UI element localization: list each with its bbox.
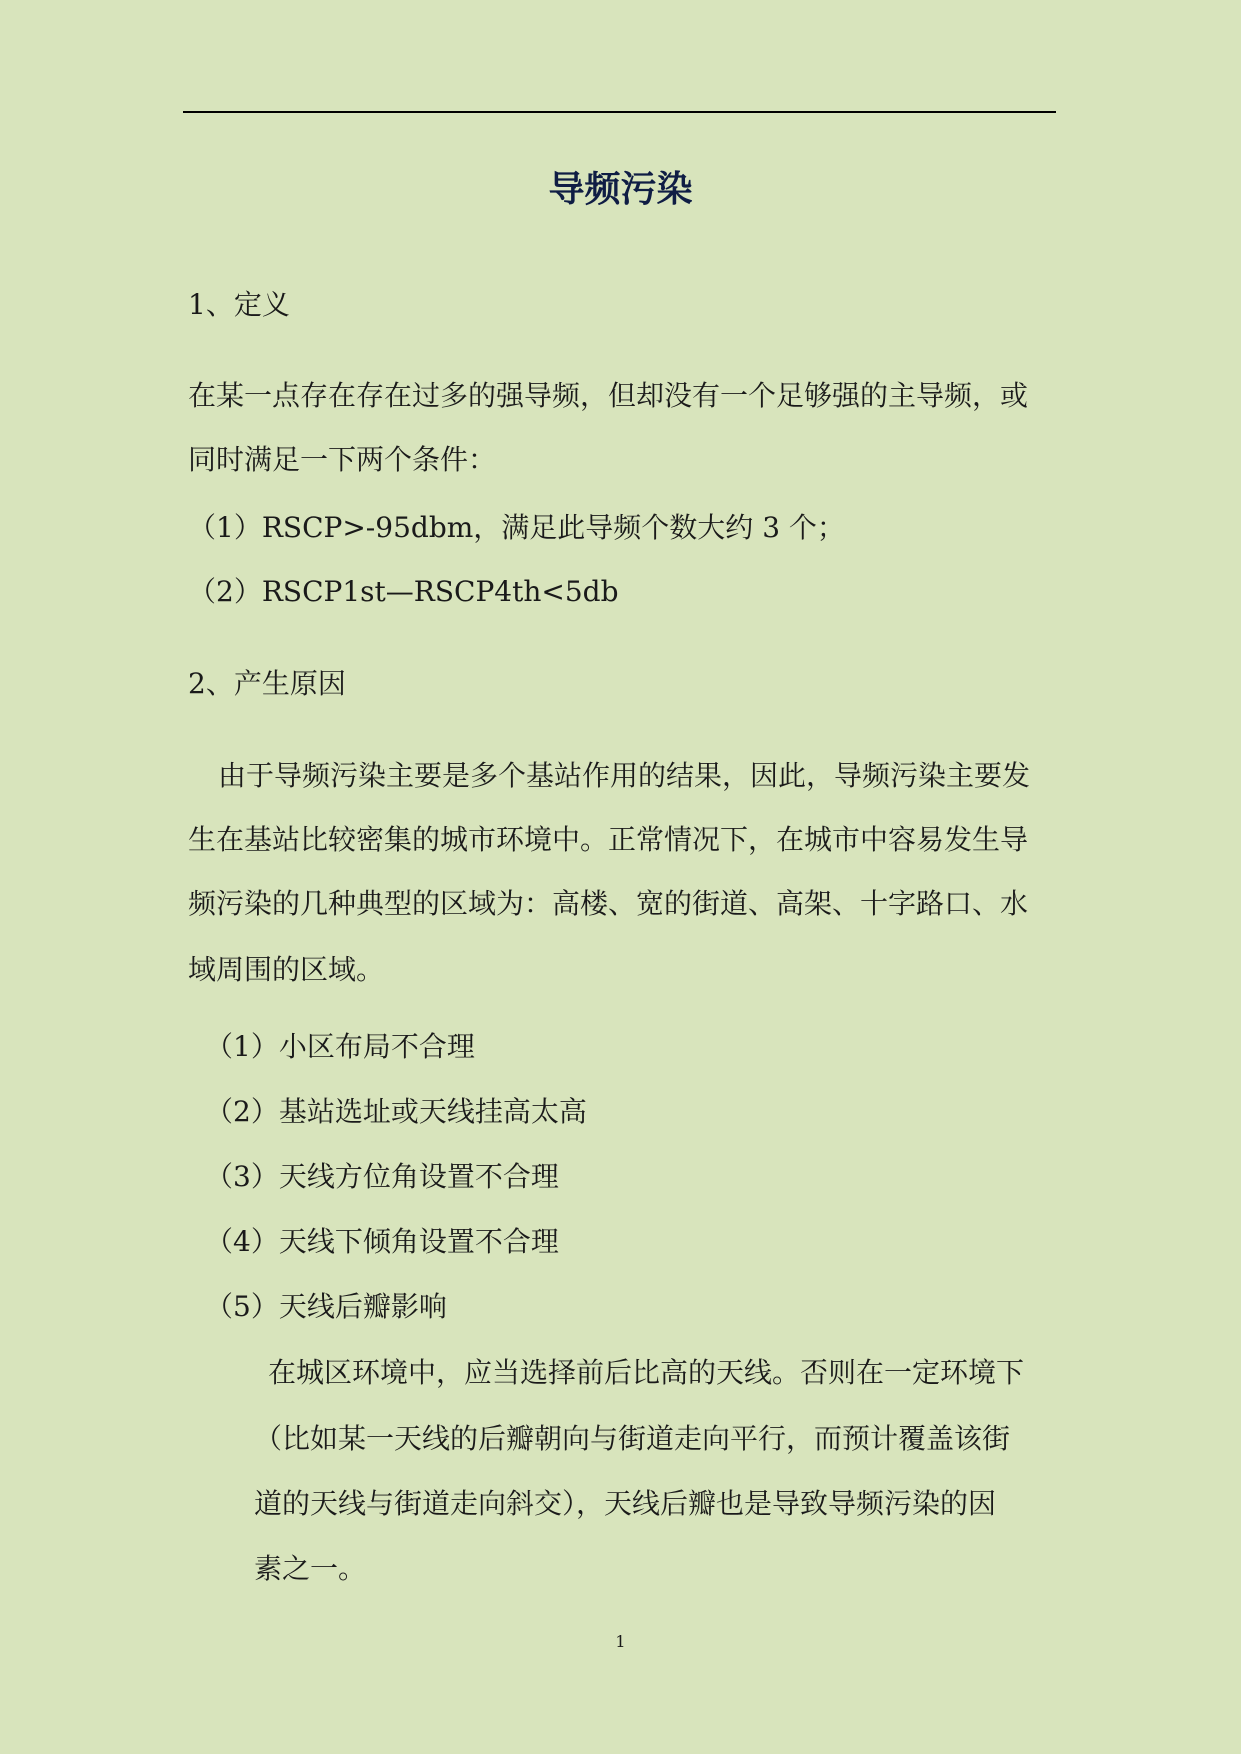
condition-item: （1）RSCP>-95dbm，满足此导频个数大约 3 个； <box>188 511 845 544</box>
causes-paragraph-line: 生在基站比较密集的城市环境中。正常情况下，在城市中容易发生导 <box>188 823 1029 856</box>
note-paragraph-line: 在城区环境中，应当选择前后比高的天线。否则在一定环境下 <box>268 1356 1025 1389</box>
cause-item: （5）天线后瓣影响 <box>205 1290 447 1323</box>
document-title: 导频污染 <box>548 169 693 210</box>
section-heading-definition: 1、定义 <box>188 288 290 321</box>
note-paragraph-line: 素之一。 <box>254 1552 367 1585</box>
causes-paragraph-line: 频污染的几种典型的区域为：高楼、宽的街道、高架、十字路口、水 <box>188 887 1029 920</box>
section-heading-causes: 2、产生原因 <box>188 667 346 700</box>
cause-item: （3）天线方位角设置不合理 <box>205 1160 559 1193</box>
definition-paragraph-line: 在某一点存在存在过多的强导频，但却没有一个足够强的主导频，或 <box>188 379 1029 412</box>
note-paragraph-line: 道的天线与街道走向斜交），天线后瓣也是导致导频污染的因 <box>254 1487 997 1520</box>
definition-paragraph-line: 同时满足一下两个条件： <box>188 443 497 476</box>
header-rule <box>183 111 1056 113</box>
causes-paragraph-line: 域周围的区域。 <box>188 953 385 986</box>
condition-item: （2）RSCP1st—RSCP4th<5db <box>188 575 619 608</box>
causes-paragraph-line: 由于导频污染主要是多个基站作用的结果，因此，导频污染主要发 <box>218 759 1031 792</box>
note-paragraph-line: （比如某一天线的后瓣朝向与街道走向平行，而预计覆盖该街 <box>254 1422 1011 1455</box>
page-number: 1 <box>615 1632 626 1651</box>
cause-item: （1）小区布局不合理 <box>205 1030 475 1063</box>
cause-item: （2）基站选址或天线挂高太高 <box>205 1095 587 1128</box>
cause-item: （4）天线下倾角设置不合理 <box>205 1225 559 1258</box>
